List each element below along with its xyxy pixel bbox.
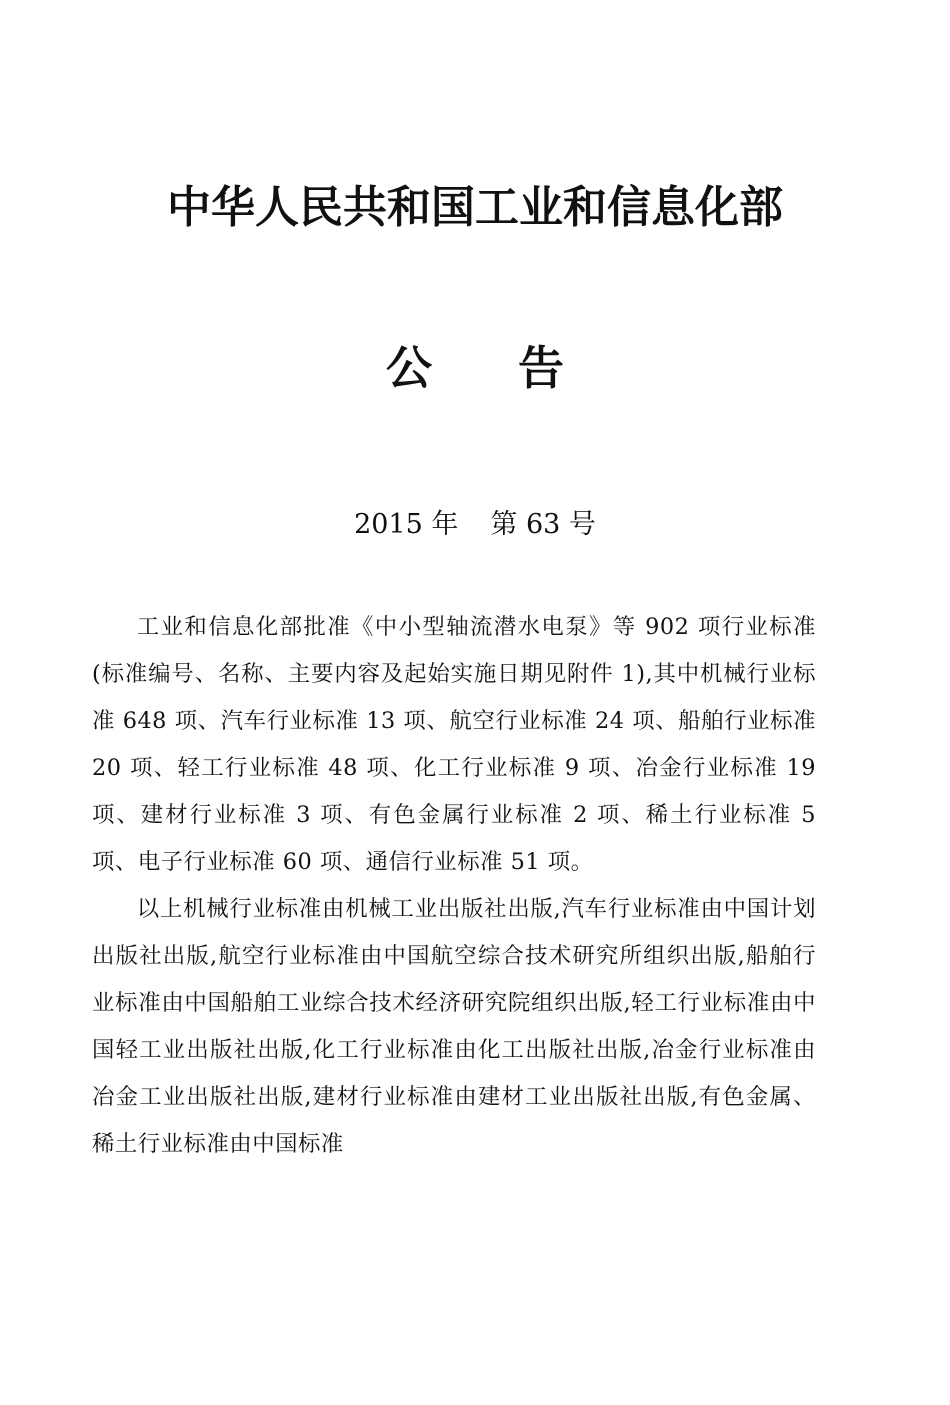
announcement-title — [0, 336, 950, 400]
document-year: 2015 年 — [354, 509, 459, 540]
body-paragraph-1: 工业和信息化部批准《中小型轴流潜水电泵》等 902 项行业标准(标准编号、名称、主要内容及起始实施日期见附件 1),其中机械行业标准 648 项、汽车行业标准 13 项、航空行业标准 24 项、船舶行业标准 20 项、轻工行业标准 48 项、化工行业标准 9 项、冶金行业标准 19 项、建材行业标准 3 项、有色金属行业标准 2 项、稀土行业标准 5 项、电子行业标准 60 项、通信行业标准 51 项。 — [92, 614, 816, 875]
issuer-heading: 中华人民共和国工业和信息化部 — [167, 182, 783, 233]
body-paragraph-2: 以上机械行业标准由机械工业出版社出版,汽车行业标准由中国计划出版社出版,航空行业标准由中国航空综合技术研究所组织出版,船舶行业标准由中国船舶工业综合技术经济研究院组织出版,轻工行业标准由中国轻工业出版社出版,化工行业标准由化工出版社出版,冶金行业标准由冶金工业出版社出版,建材行业标准由建材工业出版社出版,有色金属、稀土行业标准由中国标准 — [92, 896, 816, 1157]
title-char-2: 告 — [518, 341, 564, 395]
announcement-body — [92, 604, 816, 1168]
document-number — [0, 505, 950, 545]
document-issue-number: 第 63 号 — [490, 509, 596, 540]
title-char-1: 公 — [386, 341, 432, 395]
